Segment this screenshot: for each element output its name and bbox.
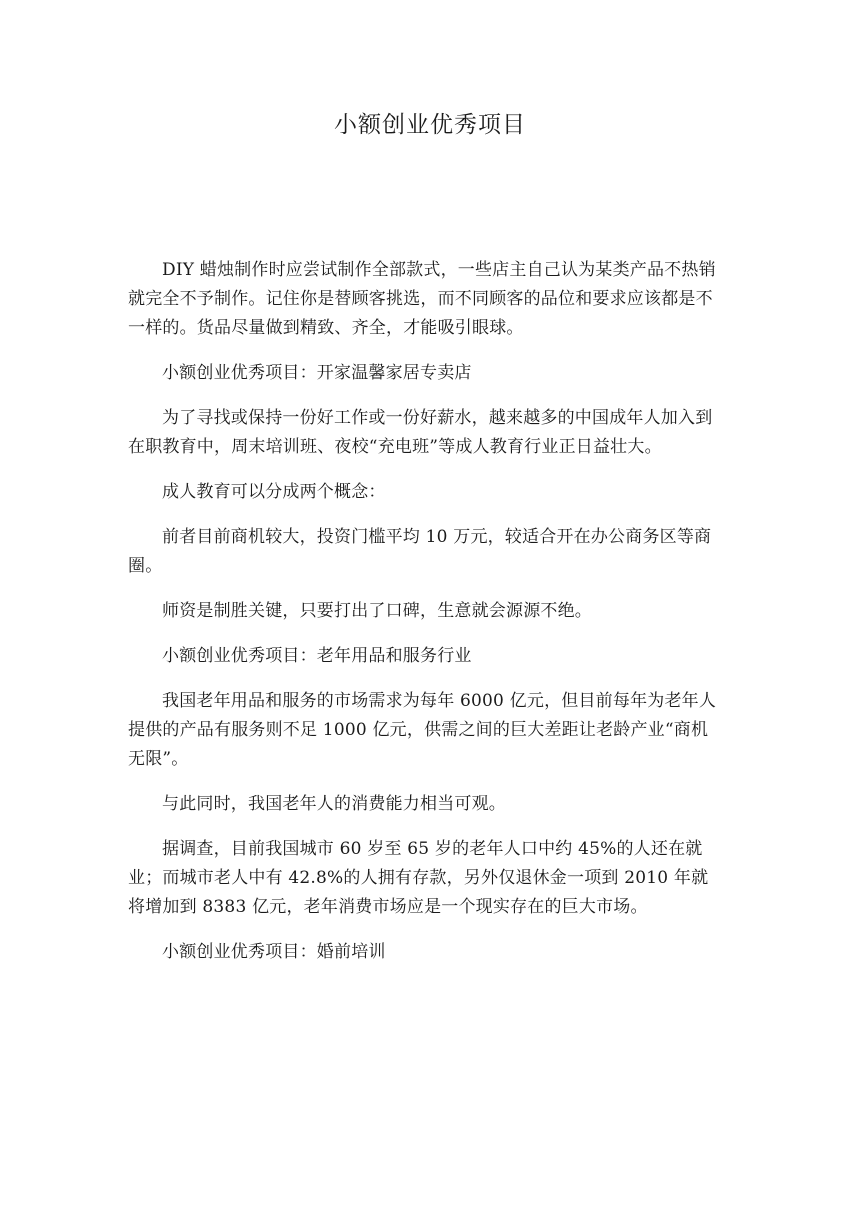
- paragraph-survey: 据调查，目前我国城市 60 岁至 65 岁的老年人口中约 45%的人还在就业；而城市老人中有 42.8%的人拥有存款，另外仅退休金一项到 2010 年就将增加到 8383 亿元，老年消费市场应是一个现实存在的巨大市场。: [128, 839, 709, 917]
- section-heading-home-store: 小额创业优秀项目：开家温馨家居专卖店: [162, 363, 472, 383]
- paragraph-investment: 前者目前商机较大，投资门槛平均 10 万元，较适合开在办公商务区等商圈。: [128, 527, 712, 576]
- paragraph-consumption: 与此同时，我国老年人的消费能力相当可观。: [162, 794, 506, 814]
- paragraph-diy-candles: DIY 蜡烛制作时应尝试制作全部款式，一些店主自己认为某类产品不热销就完全不予制作。记住你是替顾客挑选，而不同顾客的品位和要求应该都是不一样的。货品尽量做到精致、齐全，才能吸引眼球。: [128, 260, 716, 338]
- paragraph-adult-education: 为了寻找或保持一份好工作或一份好薪水，越来越多的中国成年人加入到在职教育中，周末培训班、夜校“充电班”等成人教育行业正日益壮大。: [128, 408, 713, 457]
- section-heading-elderly-services: 小额创业优秀项目：老年用品和服务行业: [162, 646, 472, 666]
- document-body: [128, 256, 718, 967]
- paragraph-teachers: 师资是制胜关键，只要打出了口碑，生意就会源源不绝。: [162, 601, 592, 621]
- page-title: 小额创业优秀项目: [334, 112, 526, 138]
- section-heading-premarital-training: 小额创业优秀项目：婚前培训: [162, 942, 386, 962]
- paragraph-two-concepts: 成人教育可以分成两个概念：: [162, 482, 386, 502]
- paragraph-elderly-market: 我国老年用品和服务的市场需求为每年 6000 亿元，但目前每年为老年人提供的产品有服务则不足 1000 亿元，供需之间的巨大差距让老龄产业“商机无限”。: [128, 691, 717, 769]
